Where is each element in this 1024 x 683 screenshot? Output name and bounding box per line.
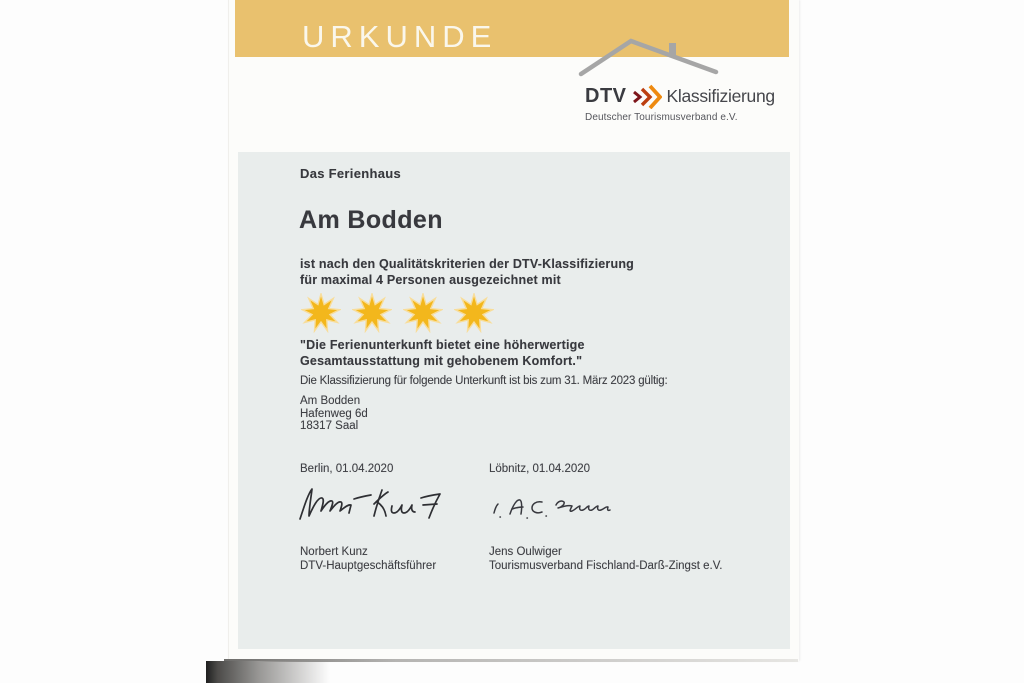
page-corner-shadow: [206, 661, 371, 683]
logo-brand-text: DTV: [585, 84, 627, 107]
quote-line-1: "Die Ferienunterkunft bietet eine höherwertige: [300, 338, 585, 352]
signature-c-petersen: [486, 492, 631, 524]
roof-icon: [578, 36, 720, 78]
signer-block-right: [489, 546, 723, 573]
signer-left-title: DTV-Hauptgeschäftsführer: [300, 559, 437, 572]
dtv-logo: [578, 36, 775, 128]
quote-line-2: Gesamtausstattung mit gehobenem Komfort.": [300, 354, 583, 368]
signer-right-name: Jens Oulwiger: [489, 546, 562, 558]
award-line-2: für maximal 4 Personen ausgezeichnet mit: [300, 273, 561, 287]
stars-row: [301, 293, 494, 333]
chevrons-icon: [632, 83, 662, 109]
signer-block-left: [300, 546, 436, 573]
address-line-3: 18317 Saal: [300, 420, 359, 432]
signer-left-name: Norbert Kunz: [300, 546, 368, 558]
address-line-1: Am Bodden: [300, 395, 361, 407]
star-icon: [301, 293, 341, 333]
place-date-right: Löbnitz, 01.04.2020: [489, 463, 591, 475]
intro-line: Das Ferienhaus: [300, 166, 402, 181]
quote-text: [300, 337, 585, 369]
signature-norbert-kunz: [294, 482, 459, 526]
star-icon: [403, 293, 443, 333]
certificate-title: URKUNDE: [302, 19, 498, 54]
award-text: [300, 256, 634, 288]
address-line-2: Hafenweg 6d: [300, 407, 368, 420]
signer-right-title: Tourismusverband Fischland-Darß-Zingst e.V.: [489, 559, 723, 572]
star-icon: [454, 293, 494, 333]
logo-subtitle: Deutscher Tourismusverband e.V.: [585, 112, 738, 123]
star-icon: [352, 293, 392, 333]
logo-suffix-text: Klassifizierung: [666, 85, 775, 106]
validity-line: Die Klassifizierung für folgende Unterkunft ist bis zum 31. März 2023 gültig:: [300, 375, 668, 387]
place-date-left: Berlin, 01.04.2020: [300, 463, 394, 475]
property-address: [300, 395, 368, 433]
award-line-1: ist nach den Qualitätskriterien der DTV-Klassifizierung: [300, 257, 634, 271]
property-name: Am Bodden: [299, 206, 443, 234]
